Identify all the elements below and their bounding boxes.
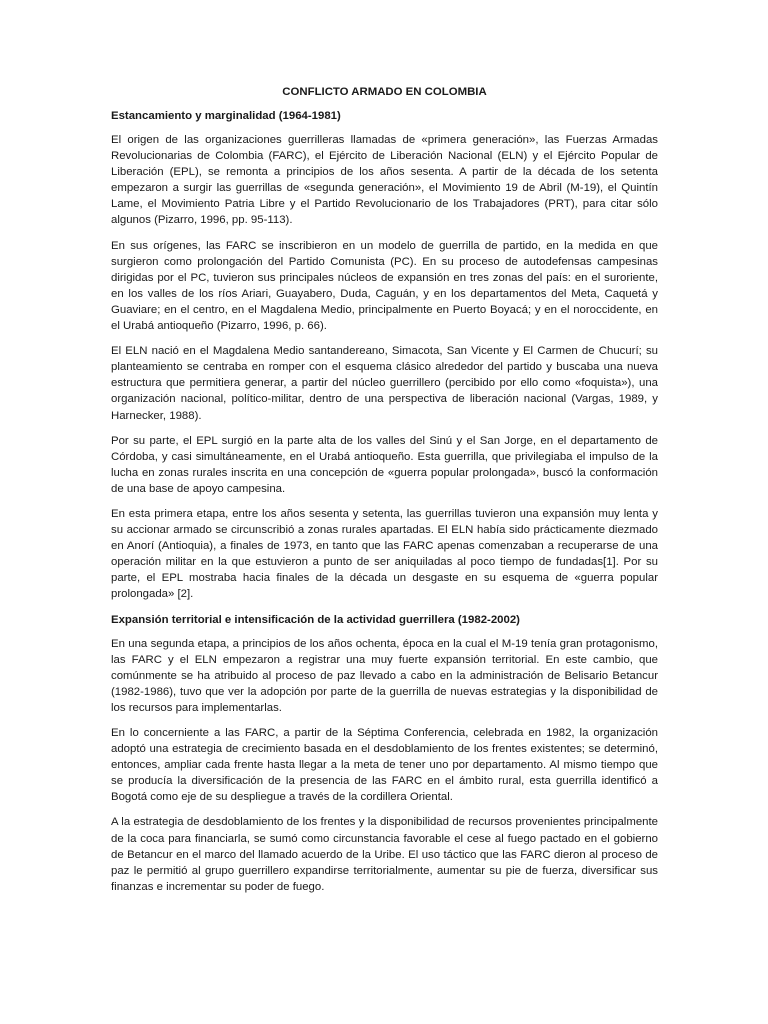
document-title: CONFLICTO ARMADO EN COLOMBIA <box>282 86 487 98</box>
paragraph: En lo concerniente a las FARC, a partir de la Séptima Conferencia, celebrada en 1982, la organización adoptó una estrategia de crecimiento basada en el desdoblamiento de los frentes existentes; se determinó, entonces, ampliar cada frente hasta llegar a la meta de tener uno por departamento. Al mismo tiempo que se producía la diversificación de la presencia de las FARC en el ámbito rural, esta guerrilla identificó a Bogotá como eje de su despliegue a través de la cordillera Oriental. <box>111 727 658 804</box>
section-expansion <box>111 612 658 895</box>
paragraph: En esta primera etapa, entre los años sesenta y setenta, las guerrillas tuvieron una expansión muy lenta y su accionar armado se circunscribió a zonas rurales apartadas. El ELN había sido prácticamente diezmado en Anorí (Antioquia), a finales de 1973, en tanto que las FARC apenas comenzaban a recuperarse de una operación militar en la que estuvieron a punto de ser aniquiladas al poco tiempo de fundadas[1]. Por su parte, el EPL mostraba hacia finales de la década un desgaste en su esquema de «guerra popular prolongada» [2]. <box>111 507 658 601</box>
paragraph: Por su parte, el EPL surgió en la parte alta de los valles del Sinú y el San Jorge, en el departamento de Córdoba, y casi simultáneamente, en el Urabá antioqueño. Esta guerrilla, que privilegiaba el impulso de la lucha en zonas rurales inscrita en una concepción de «guerra popular prolongada», buscó la conformación de una base de apoyo campesina. <box>111 434 658 495</box>
section-estancamiento <box>111 108 658 603</box>
document-page <box>111 84 658 904</box>
section-heading: Expansión territorial e intensificación de la actividad guerrillera (1982-2002) <box>111 613 520 626</box>
paragraph: En sus orígenes, las FARC se inscribieron en un modelo de guerrilla de partido, en la medida en que surgieron como prolongación del Partido Comunista (PC). En su proceso de autodefensas campesinas dirigidas por el PC, tuvieron sus principales núcleos de expansión en tres zonas del país: en el suroriente, en los valles de los ríos Ariari, Guayabero, Duda, Caguán, y en los departamentos del Meta, Caquetá y Guaviare; en el centro, en el Magdalena Medio, principalmente en Puerto Boyacá; y en el noroccidente, en el Urabá antioqueño (Pizarro, 1996, p. 66). <box>111 239 658 333</box>
paragraph: El origen de las organizaciones guerrilleras llamadas de «primera generación», las Fuerzas Armadas Revolucionarias de Colombia (FARC), el Ejército de Liberación Nacional (ELN) y el Ejército Popular de Liberación (EPL), se remonta a principios de los años sesenta. A partir de la década de los setenta empezaron a surgir las guerrillas de «segunda generación», el Movimiento 19 de Abril (M-19), el Quintín Lame, el Movimiento Patria Libre y el Partido Revolucionario de los Trabajadores (PRT), para citar sólo algunos (Pizarro, 1996, pp. 95-113). <box>111 134 658 227</box>
paragraph: El ELN nació en el Magdalena Medio santandereano, Simacota, San Vicente y El Carmen de Chucurí; su planteamiento se centraba en romper con el esquema clásico alrededor del partido y buscaba una nueva estructura que permitiera generar, a partir del núcleo guerrillero (percibido por ello como «foquista»), una organización nacional, político-militar, dentro de una perspectiva de liberación nacional (Vargas, 1989, y Harnecker, 1988). <box>111 345 658 422</box>
paragraph: A la estrategia de desdoblamiento de los frentes y la disponibilidad de recursos provenientes principalmente de la coca para financiarla, se sumó como circunstancia favorable el cese al fuego pactado en el gobierno de Betancur en el marco del llamado acuerdo de la Uribe. El uso táctico que las FARC dieron al proceso de paz le permitió al grupo guerrillero expandirse territorialmente, aumentar su pie de fuerza, diversificar sus finanzas e incrementar su poder de fuego. <box>111 816 658 893</box>
section-heading: Estancamiento y marginalidad (1964-1981) <box>111 110 341 122</box>
paragraph: En una segunda etapa, a principios de los años ochenta, época en la cual el M-19 tenía gran protagonismo, las FARC y el ELN empezaron a registrar una muy fuerte expansión territorial. En este cambio, que comúnmente se ha atribuido al proceso de paz llevado a cabo en la administración de Belisario Betancur (1982-1986), tuvo que ver la adopción por parte de la guerrilla de nuevas estrategias y la disponibilidad de los recursos para implementarlas. <box>111 637 658 714</box>
